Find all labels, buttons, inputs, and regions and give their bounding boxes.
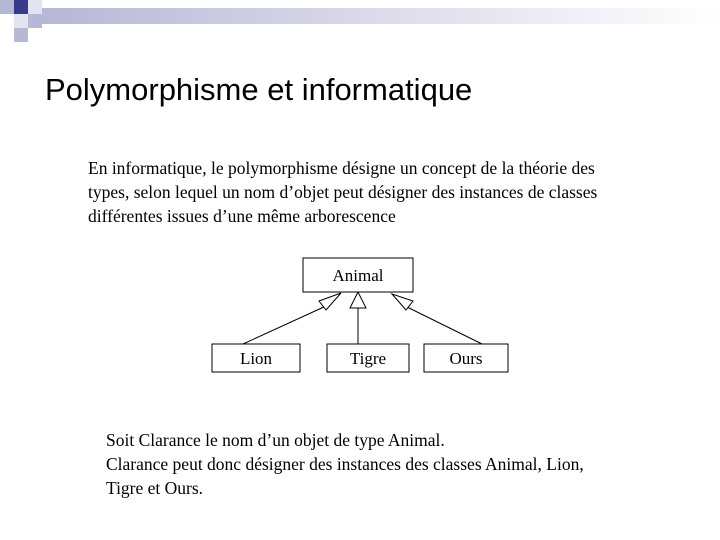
inheritance-arrowhead-tigre: [350, 292, 366, 308]
conclusion-line: Clarance peut donc désigner des instances des classes Animal, Lion,: [106, 454, 584, 474]
conclusion-line: Soit Clarance le nom d’un objet de type Animal.: [106, 430, 445, 450]
slide-title: Polymorphisme et informatique: [45, 72, 473, 107]
class-label-ours: Ours: [449, 349, 483, 368]
intro-line: types, selon lequel un nom d’objet peut désigner des instances de classes: [88, 182, 598, 202]
class-label-tigre: Tigre: [349, 349, 387, 368]
conclusion-paragraph: [106, 428, 706, 500]
intro-line: différentes issues d’une même arborescence: [88, 206, 396, 226]
inheritance-arrowhead-ours: [392, 294, 413, 310]
class-label-animal: Animal: [332, 266, 384, 285]
inheritance-line-lion: [243, 306, 326, 344]
intro-line: En informatique, le polymorphisme désigne un concept de la théorie des: [88, 158, 595, 178]
conclusion-line: Tigre et Ours.: [106, 478, 204, 498]
class-label-lion: Lion: [239, 349, 273, 368]
inheritance-line-ours: [405, 306, 482, 344]
